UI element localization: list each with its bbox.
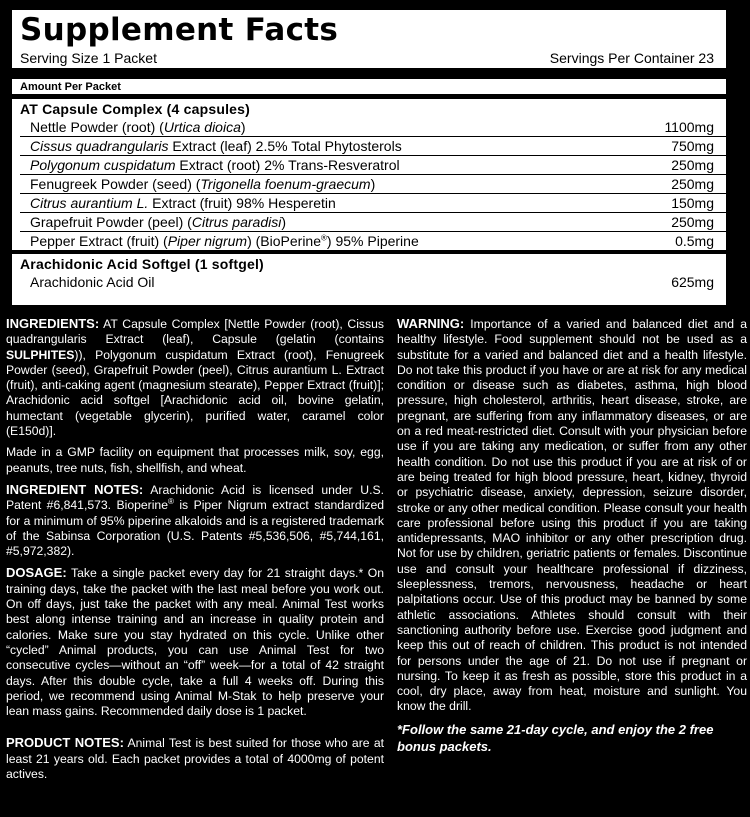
serving-info xyxy=(20,50,726,66)
serving-size: Serving Size 1 Packet xyxy=(20,50,157,66)
panel-title: Supplement Facts xyxy=(20,12,339,48)
dosage-paragraph: DOSAGE: Take a single packet every day for 21 straight days.* On training days, take the packet with the last meal before you work out. On off days, just take the packet with any meal. Animal Test works best along intense training and an increase in quality protein and calories. Make sure you stay hydrated on this cycle. Unlike other “cycled” Animal products, you can use Animal Test for two consecutive cycles—without an “off” week—for a total of 42 straight days. After this double cycle, take a full 4 weeks off. During this period, we recommend using Animal M-Stak to help preserve your lean mass gains. Recommended daily dose is 1 packet. xyxy=(6,565,384,719)
row-amount: 1100mg xyxy=(664,119,714,135)
section-capsule-complex: AT Capsule Complex (4 capsules) xyxy=(20,101,251,117)
supplement-facts-panel xyxy=(12,10,726,305)
row-amount: 750mg xyxy=(671,138,714,154)
left-column xyxy=(6,316,384,788)
amount-per-label: Amount Per Packet xyxy=(20,81,121,93)
facts-row: Grapefruit Powder (peel) (Citrus paradisi) 250mg xyxy=(20,213,726,232)
facility-statement: Made in a GMP facility on equipment that processes milk, soy, egg, peanuts, tree nuts, fish, shellfish, and wheat. xyxy=(6,445,384,475)
thick-divider xyxy=(12,68,726,79)
facts-row: Pepper Extract (fruit) (Piper nigrum) (BioPerine®) 95% Piperine 0.5mg xyxy=(30,233,714,249)
facts-row: Fenugreek Powder (seed) (Trigonella foenum-graecum) 250mg xyxy=(20,175,726,194)
section-softgel: Arachidonic Acid Softgel (1 softgel) xyxy=(20,256,264,272)
right-column xyxy=(397,316,747,755)
row-amount: 150mg xyxy=(671,195,714,211)
row-amount: 250mg xyxy=(671,176,714,192)
ingredient-notes: INGREDIENT NOTES: Arachidonic Acid is licensed under U.S. Patent #6,841,573. Bioperine® is Piper Nigrum extract standardized for a minimum of 95% piperine alkaloids and is a registered trademark of the Sabinsa Corporation (U.S. Patents #5,536,506, #5,744,161, #5,972,382). xyxy=(6,481,384,559)
row-amount: 250mg xyxy=(671,157,714,173)
servings-per-container: Servings Per Container 23 xyxy=(549,50,714,66)
facts-row: Arachidonic Acid Oil 625mg xyxy=(30,274,714,290)
facts-row: Nettle Powder (root) (Urtica dioica) 1100mg xyxy=(20,118,726,137)
facts-row: Polygonum cuspidatum Extract (root) 2% Trans-Resveratrol 250mg xyxy=(20,156,726,175)
facts-row: Cissus quadrangularis Extract (leaf) 2.5% Total Phytosterols 750mg xyxy=(20,137,726,156)
row-amount: 0.5mg xyxy=(675,233,714,249)
warning-paragraph: WARNING: Importance of a varied and balanced diet and a healthy lifestyle. Food supplement should not be used as a substitute for a varied and balanced diet and a health lifestyle. Do not take this product if you have or are at risk for any medical condition or disease such as diabetes, asthma, high blood pressure, high cholesterol, arthritis, heart disease, stroke, are pregnant, are suffering from any inflammatory diseases, or are on a red meat-restricted diet. Consult with your physician before use if you are taking any medication, or suffer from any other health condition. Do not use this product if you are at risk of or are being treated for high blood pressure, heart, kidney, thyroid or psychiatric disease, anxiety, depression, seizure disorder, stroke or any other medical condition. Please consult your health care professional before using this product if you are taking antidepressants, MAO inhibitor or any other prescription drug. Not for use by children, geriatric patients or females. Discontinue use and consult your healthcare professional if dizziness, sleeplessness, tremors, nervousness, headache or heart palpitations occur. Use of this product may be banned by some athletic associations. Athletes should consult with their sanctioning authority before use. Exercise good judgment and keep this out of reach of children. This product is not intended for persons under the age of 21. Do not use if pregnant or nursing. To keep it as fresh as possible, store this product in a cool, dry place, away from heat, moisture and sunlight. You know the drill. xyxy=(397,316,747,714)
product-notes: PRODUCT NOTES: Animal Test is best suited for those who are at least 21 years old. Each packet provides a total of 4000mg of potent actives. xyxy=(6,735,385,782)
bonus-footnote: *Follow the same 21-day cycle, and enjoy the 2 free bonus packets. xyxy=(397,721,714,754)
facts-row: Citrus aurantium L. Extract (fruit) 98% Hesperetin 150mg xyxy=(20,194,726,213)
row-amount: 250mg xyxy=(671,214,714,230)
ingredients-paragraph: INGREDIENTS: AT Capsule Complex [Nettle Powder (root), Cissus quadrangularis Extract (leaf), Capsule (gelatin (contains SULPHITES)), Polygonum cuspidatum Extract (root), Fenugreek Powder (seed), Grapefruit Powder (peel), Citrus aurantium L. Extract (fruit), anti-caking agent (magnesium stearate), Pepper Extract (fruit)]; Arachidonic acid softgel [Arachidonic acid oil, bovine gelatin, humectant (vegetable glycerin), purified water, caramel color (E150d)]. xyxy=(6,316,384,439)
capsule-complex-rows xyxy=(20,118,726,250)
row-amount: 625mg xyxy=(671,274,714,290)
